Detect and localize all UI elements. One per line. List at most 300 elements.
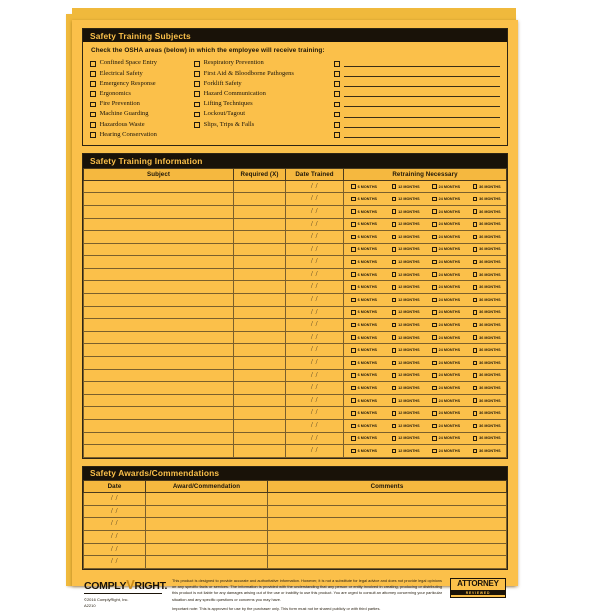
retraining-option-1[interactable] [385,285,426,290]
table-row[interactable] [84,432,507,445]
checkbox-row-c-4[interactable] [334,100,500,109]
checkbox-icon[interactable] [473,323,478,328]
training-cell-subject[interactable] [84,180,234,193]
retraining-option-3[interactable] [466,209,507,214]
checkbox-icon[interactable] [90,112,96,118]
retraining-option-1[interactable] [385,184,426,189]
training-cell-subject[interactable] [84,344,234,357]
retraining-option-1[interactable] [385,373,426,378]
checkbox-icon[interactable] [473,235,478,240]
checkbox-icon[interactable] [194,91,200,97]
awards-cell-award[interactable] [146,530,268,543]
checkbox-icon[interactable] [473,398,478,403]
table-row[interactable] [84,357,507,370]
checkbox-icon[interactable] [432,411,437,416]
training-cell-date[interactable]: / / [286,331,344,344]
checkbox-icon[interactable] [392,411,397,416]
retraining-option-2[interactable] [425,386,466,391]
retraining-option-0[interactable] [344,323,385,328]
training-cell-required[interactable] [234,319,286,332]
checkbox-icon[interactable] [392,449,397,454]
retraining-option-0[interactable] [344,398,385,403]
retraining-option-1[interactable] [385,411,426,416]
checkbox-icon[interactable] [392,348,397,353]
retraining-option-0[interactable] [344,361,385,366]
retraining-option-2[interactable] [425,361,466,366]
checkbox-icon[interactable] [392,323,397,328]
checkbox-icon[interactable] [334,102,340,108]
retraining-option-3[interactable] [466,285,507,290]
training-cell-required[interactable] [234,382,286,395]
training-cell-subject[interactable] [84,281,234,294]
write-in-line[interactable] [344,71,500,77]
retraining-option-1[interactable] [385,449,426,454]
awards-cell-date[interactable]: / / [84,556,146,569]
checkbox-icon[interactable] [351,209,356,214]
table-row[interactable] [84,256,507,269]
checkbox-icon[interactable] [194,102,200,108]
checkbox-icon[interactable] [351,348,356,353]
table-row[interactable] [84,382,507,395]
retraining-option-2[interactable] [425,449,466,454]
training-cell-subject[interactable] [84,205,234,218]
training-cell-required[interactable] [234,193,286,206]
retraining-option-2[interactable] [425,436,466,441]
checkbox-icon[interactable] [392,285,397,290]
training-cell-subject[interactable] [84,445,234,458]
checkbox-icon[interactable] [432,197,437,202]
training-cell-subject[interactable] [84,218,234,231]
retraining-option-0[interactable] [344,184,385,189]
retraining-option-3[interactable] [466,222,507,227]
retraining-option-2[interactable] [425,184,466,189]
retraining-option-1[interactable] [385,436,426,441]
table-row[interactable] [84,193,507,206]
retraining-option-0[interactable] [344,209,385,214]
retraining-option-1[interactable] [385,424,426,429]
checkbox-icon[interactable] [351,335,356,340]
checkbox-row-b-6[interactable] [194,121,334,130]
checkbox-icon[interactable] [473,272,478,277]
retraining-option-2[interactable] [425,323,466,328]
checkbox-icon[interactable] [432,260,437,265]
checkbox-icon[interactable] [351,361,356,366]
checkbox-icon[interactable] [194,112,200,118]
awards-cell-award[interactable] [146,493,268,506]
checkbox-icon[interactable] [432,298,437,303]
checkbox-icon[interactable] [351,411,356,416]
table-row[interactable] [84,420,507,433]
training-cell-subject[interactable] [84,268,234,281]
checkbox-row-c-1[interactable] [334,70,500,79]
retraining-option-2[interactable] [425,285,466,290]
checkbox-row-a-5[interactable] [90,110,194,119]
checkbox-icon[interactable] [351,222,356,227]
awards-cell-date[interactable]: / / [84,530,146,543]
checkbox-row-c-6[interactable] [334,121,500,130]
checkbox-icon[interactable] [473,197,478,202]
checkbox-icon[interactable] [473,436,478,441]
training-cell-date[interactable]: / / [286,306,344,319]
checkbox-icon[interactable] [351,386,356,391]
training-cell-date[interactable]: / / [286,432,344,445]
retraining-option-1[interactable] [385,272,426,277]
training-cell-date[interactable]: / / [286,205,344,218]
retraining-option-1[interactable] [385,222,426,227]
training-cell-required[interactable] [234,369,286,382]
retraining-option-2[interactable] [425,411,466,416]
write-in-line[interactable] [344,122,500,128]
checkbox-icon[interactable] [432,310,437,315]
awards-cell-comments[interactable] [268,543,507,556]
retraining-option-1[interactable] [385,310,426,315]
checkbox-icon[interactable] [351,235,356,240]
training-cell-date[interactable]: / / [286,193,344,206]
training-cell-required[interactable] [234,268,286,281]
training-cell-date[interactable]: / / [286,407,344,420]
retraining-option-2[interactable] [425,335,466,340]
training-cell-subject[interactable] [84,407,234,420]
retraining-option-1[interactable] [385,386,426,391]
retraining-option-2[interactable] [425,298,466,303]
checkbox-icon[interactable] [432,373,437,378]
training-cell-subject[interactable] [84,432,234,445]
checkbox-icon[interactable] [392,373,397,378]
checkbox-icon[interactable] [392,361,397,366]
training-cell-date[interactable]: / / [286,357,344,370]
awards-cell-award[interactable] [146,543,268,556]
training-cell-subject[interactable] [84,382,234,395]
checkbox-icon[interactable] [351,197,356,202]
checkbox-icon[interactable] [351,424,356,429]
checkbox-row-a-2[interactable] [90,80,194,89]
retraining-option-0[interactable] [344,449,385,454]
retraining-option-0[interactable] [344,235,385,240]
retraining-option-0[interactable] [344,335,385,340]
retraining-option-1[interactable] [385,323,426,328]
checkbox-icon[interactable] [392,184,397,189]
retraining-option-2[interactable] [425,373,466,378]
training-cell-date[interactable]: / / [286,180,344,193]
table-row[interactable] [84,281,507,294]
retraining-option-0[interactable] [344,348,385,353]
training-cell-required[interactable] [234,445,286,458]
training-cell-subject[interactable] [84,256,234,269]
awards-cell-comments[interactable] [268,518,507,531]
checkbox-icon[interactable] [90,91,96,97]
training-cell-required[interactable] [234,344,286,357]
retraining-option-1[interactable] [385,197,426,202]
retraining-option-1[interactable] [385,398,426,403]
retraining-option-3[interactable] [466,411,507,416]
training-cell-date[interactable]: / / [286,294,344,307]
training-cell-date[interactable]: / / [286,382,344,395]
checkbox-icon[interactable] [90,61,96,67]
checkbox-icon[interactable] [351,272,356,277]
checkbox-icon[interactable] [473,184,478,189]
retraining-option-0[interactable] [344,436,385,441]
checkbox-icon[interactable] [351,298,356,303]
checkbox-row-b-4[interactable] [194,100,334,109]
training-cell-required[interactable] [234,231,286,244]
training-cell-required[interactable] [234,394,286,407]
retraining-option-2[interactable] [425,209,466,214]
training-cell-required[interactable] [234,407,286,420]
checkbox-icon[interactable] [351,373,356,378]
checkbox-icon[interactable] [90,81,96,87]
training-cell-date[interactable]: / / [286,243,344,256]
checkbox-icon[interactable] [334,112,340,118]
table-row[interactable] [84,530,507,543]
checkbox-icon[interactable] [473,411,478,416]
table-row[interactable] [84,294,507,307]
checkbox-icon[interactable] [473,285,478,290]
retraining-option-1[interactable] [385,260,426,265]
checkbox-icon[interactable] [90,122,96,128]
checkbox-icon[interactable] [90,132,96,138]
retraining-option-1[interactable] [385,298,426,303]
retraining-option-2[interactable] [425,424,466,429]
retraining-option-3[interactable] [466,323,507,328]
retraining-option-3[interactable] [466,348,507,353]
checkbox-icon[interactable] [392,335,397,340]
awards-cell-comments[interactable] [268,493,507,506]
awards-cell-date[interactable]: / / [84,505,146,518]
retraining-option-3[interactable] [466,436,507,441]
retraining-option-2[interactable] [425,398,466,403]
training-cell-subject[interactable] [84,420,234,433]
checkbox-row-a-0[interactable] [90,59,194,68]
table-row[interactable] [84,445,507,458]
retraining-option-3[interactable] [466,260,507,265]
write-in-line[interactable] [344,101,500,107]
training-cell-subject[interactable] [84,394,234,407]
training-cell-subject[interactable] [84,319,234,332]
awards-cell-date[interactable]: / / [84,493,146,506]
checkbox-icon[interactable] [473,247,478,252]
awards-cell-award[interactable] [146,505,268,518]
checkbox-icon[interactable] [432,323,437,328]
checkbox-row-a-3[interactable] [90,90,194,99]
retraining-option-1[interactable] [385,335,426,340]
write-in-line[interactable] [344,132,500,138]
training-cell-date[interactable]: / / [286,218,344,231]
table-row[interactable] [84,306,507,319]
write-in-line[interactable] [344,81,500,87]
training-cell-required[interactable] [234,420,286,433]
checkbox-icon[interactable] [194,71,200,77]
awards-cell-award[interactable] [146,518,268,531]
retraining-option-3[interactable] [466,235,507,240]
retraining-option-2[interactable] [425,222,466,227]
checkbox-icon[interactable] [432,184,437,189]
table-row[interactable] [84,493,507,506]
checkbox-icon[interactable] [432,222,437,227]
training-cell-required[interactable] [234,256,286,269]
table-row[interactable] [84,231,507,244]
table-row[interactable] [84,344,507,357]
table-row[interactable] [84,319,507,332]
retraining-option-3[interactable] [466,197,507,202]
checkbox-icon[interactable] [351,310,356,315]
awards-cell-award[interactable] [146,556,268,569]
checkbox-icon[interactable] [473,310,478,315]
retraining-option-3[interactable] [466,449,507,454]
retraining-option-2[interactable] [425,247,466,252]
checkbox-row-b-3[interactable] [194,90,334,99]
checkbox-icon[interactable] [473,298,478,303]
training-cell-subject[interactable] [84,231,234,244]
checkbox-icon[interactable] [473,335,478,340]
checkbox-icon[interactable] [351,323,356,328]
checkbox-icon[interactable] [432,272,437,277]
training-cell-required[interactable] [234,205,286,218]
table-row[interactable] [84,518,507,531]
table-row[interactable] [84,268,507,281]
checkbox-icon[interactable] [473,386,478,391]
retraining-option-0[interactable] [344,411,385,416]
training-cell-required[interactable] [234,294,286,307]
awards-cell-comments[interactable] [268,530,507,543]
checkbox-icon[interactable] [473,424,478,429]
retraining-option-0[interactable] [344,197,385,202]
retraining-option-3[interactable] [466,247,507,252]
checkbox-icon[interactable] [473,209,478,214]
checkbox-icon[interactable] [334,81,340,87]
retraining-option-2[interactable] [425,260,466,265]
training-cell-subject[interactable] [84,331,234,344]
training-cell-date[interactable]: / / [286,369,344,382]
checkbox-row-b-0[interactable] [194,59,334,68]
training-cell-date[interactable]: / / [286,319,344,332]
retraining-option-0[interactable] [344,222,385,227]
checkbox-icon[interactable] [473,373,478,378]
checkbox-icon[interactable] [432,361,437,366]
table-row[interactable] [84,243,507,256]
checkbox-row-c-5[interactable] [334,110,500,119]
checkbox-icon[interactable] [194,81,200,87]
training-cell-date[interactable]: / / [286,268,344,281]
training-cell-required[interactable] [234,357,286,370]
checkbox-icon[interactable] [392,398,397,403]
training-cell-subject[interactable] [84,306,234,319]
training-cell-required[interactable] [234,180,286,193]
checkbox-row-a-6[interactable] [90,121,194,130]
retraining-option-1[interactable] [385,209,426,214]
checkbox-icon[interactable] [432,209,437,214]
retraining-option-0[interactable] [344,424,385,429]
retraining-option-2[interactable] [425,272,466,277]
checkbox-icon[interactable] [473,260,478,265]
retraining-option-1[interactable] [385,235,426,240]
checkbox-icon[interactable] [432,424,437,429]
training-cell-date[interactable]: / / [286,445,344,458]
write-in-line[interactable] [344,61,500,67]
checkbox-icon[interactable] [392,298,397,303]
checkbox-row-c-2[interactable] [334,80,500,89]
checkbox-icon[interactable] [90,102,96,108]
checkbox-row-c-7[interactable] [334,131,500,140]
checkbox-icon[interactable] [432,247,437,252]
table-row[interactable] [84,505,507,518]
checkbox-row-a-1[interactable] [90,70,194,79]
training-cell-subject[interactable] [84,243,234,256]
table-row[interactable] [84,394,507,407]
retraining-option-2[interactable] [425,348,466,353]
checkbox-icon[interactable] [432,348,437,353]
checkbox-icon[interactable] [392,222,397,227]
training-cell-required[interactable] [234,218,286,231]
checkbox-icon[interactable] [351,247,356,252]
checkbox-icon[interactable] [90,71,96,77]
write-in-line[interactable] [344,112,500,118]
retraining-option-3[interactable] [466,398,507,403]
training-cell-required[interactable] [234,432,286,445]
checkbox-icon[interactable] [392,209,397,214]
table-row[interactable] [84,543,507,556]
checkbox-icon[interactable] [392,310,397,315]
checkbox-icon[interactable] [432,436,437,441]
retraining-option-1[interactable] [385,348,426,353]
checkbox-icon[interactable] [194,61,200,67]
retraining-option-2[interactable] [425,197,466,202]
training-cell-date[interactable]: / / [286,281,344,294]
checkbox-icon[interactable] [392,386,397,391]
retraining-option-2[interactable] [425,235,466,240]
checkbox-icon[interactable] [351,436,356,441]
checkbox-icon[interactable] [392,197,397,202]
checkbox-row-a-4[interactable] [90,100,194,109]
write-in-line[interactable] [344,91,500,97]
training-cell-date[interactable]: / / [286,256,344,269]
retraining-option-0[interactable] [344,298,385,303]
awards-cell-comments[interactable] [268,556,507,569]
retraining-option-3[interactable] [466,310,507,315]
retraining-option-3[interactable] [466,373,507,378]
awards-cell-date[interactable]: / / [84,543,146,556]
checkbox-icon[interactable] [432,235,437,240]
checkbox-icon[interactable] [392,436,397,441]
checkbox-icon[interactable] [392,247,397,252]
table-row[interactable] [84,205,507,218]
training-cell-required[interactable] [234,281,286,294]
checkbox-icon[interactable] [432,386,437,391]
retraining-option-2[interactable] [425,310,466,315]
checkbox-icon[interactable] [194,122,200,128]
retraining-option-0[interactable] [344,247,385,252]
retraining-option-0[interactable] [344,285,385,290]
checkbox-icon[interactable] [432,285,437,290]
awards-cell-comments[interactable] [268,505,507,518]
checkbox-icon[interactable] [432,335,437,340]
checkbox-icon[interactable] [473,449,478,454]
checkbox-icon[interactable] [392,235,397,240]
checkbox-icon[interactable] [334,132,340,138]
checkbox-icon[interactable] [473,348,478,353]
checkbox-row-a-7[interactable] [90,131,194,140]
checkbox-row-c-3[interactable] [334,90,500,99]
awards-cell-date[interactable]: / / [84,518,146,531]
training-cell-date[interactable]: / / [286,394,344,407]
retraining-option-3[interactable] [466,272,507,277]
checkbox-icon[interactable] [473,361,478,366]
retraining-option-3[interactable] [466,361,507,366]
retraining-option-0[interactable] [344,373,385,378]
table-row[interactable] [84,556,507,569]
training-cell-date[interactable]: / / [286,231,344,244]
retraining-option-1[interactable] [385,361,426,366]
retraining-option-0[interactable] [344,386,385,391]
